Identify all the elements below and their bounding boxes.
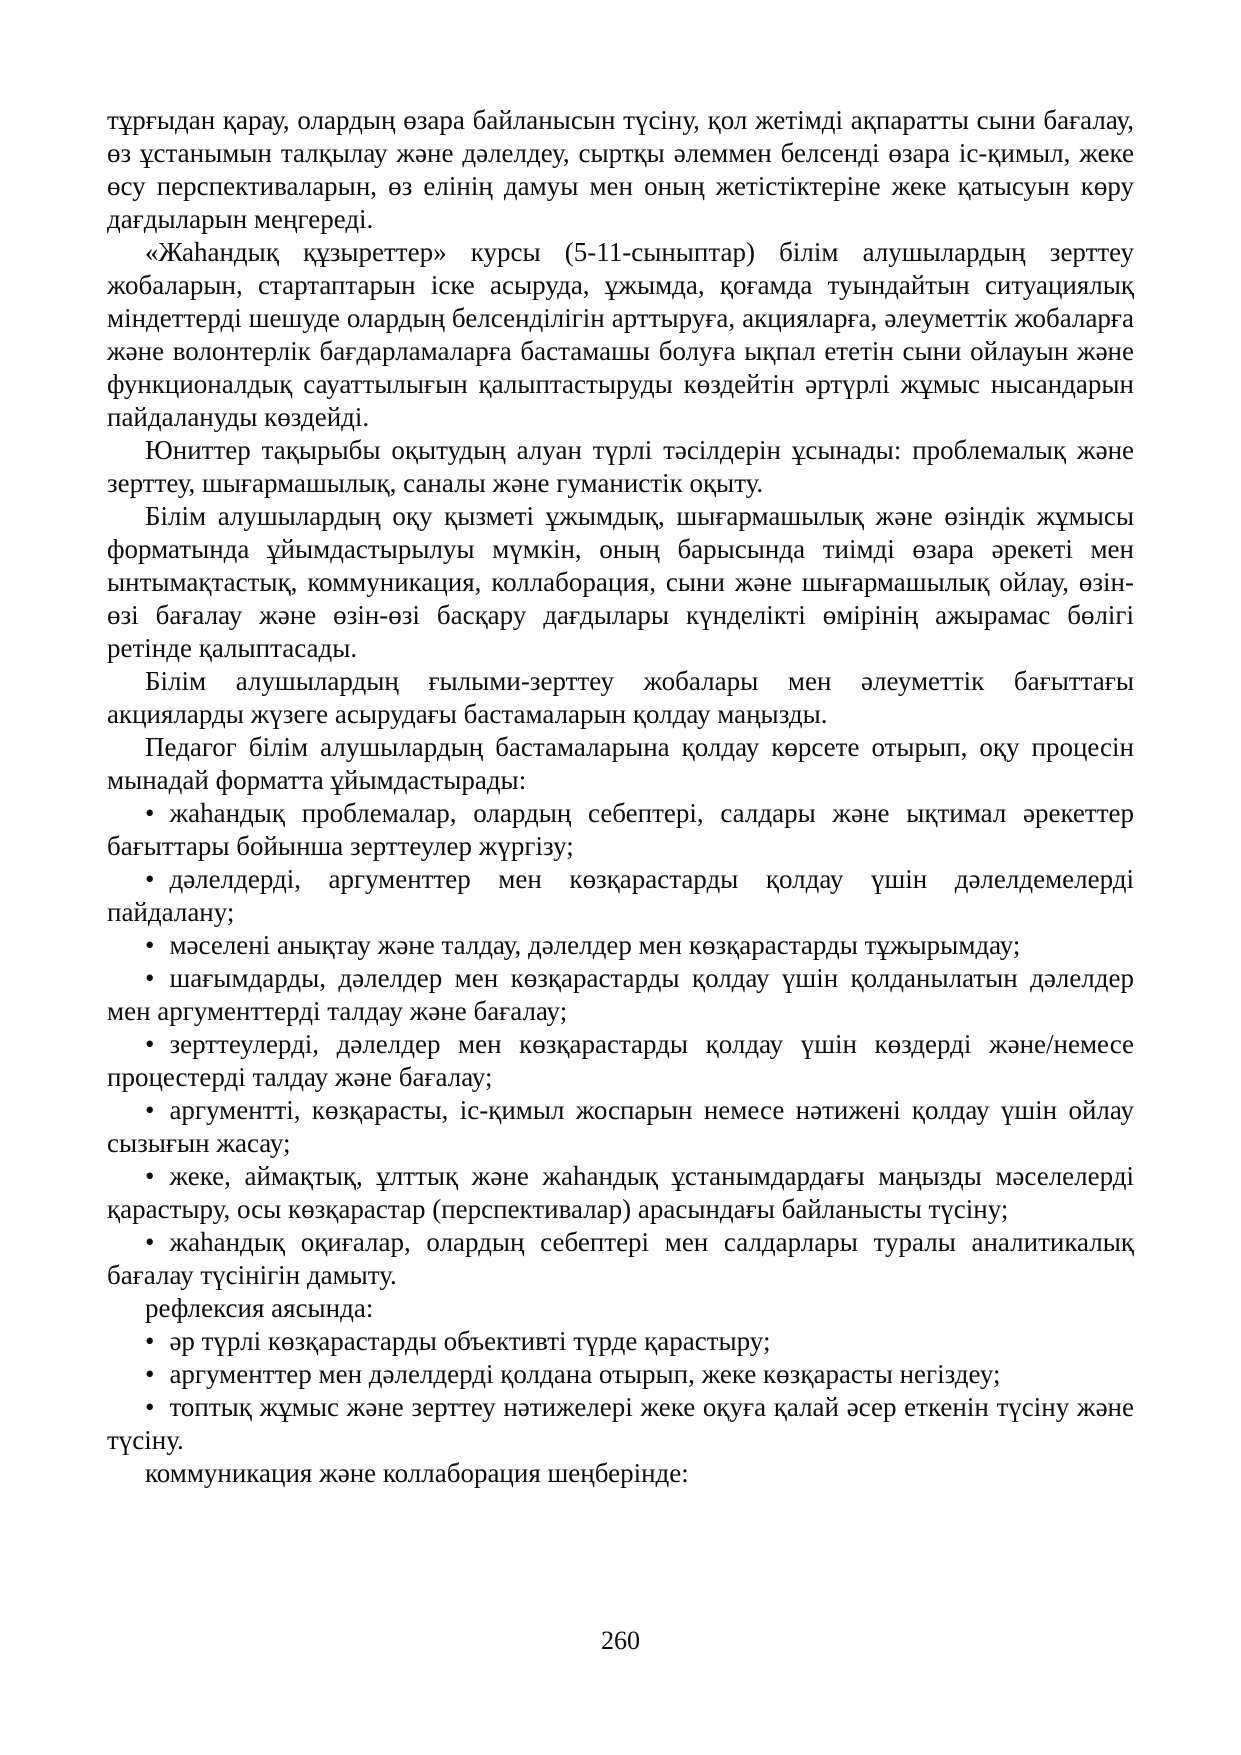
bullet-item bbox=[107, 1160, 1134, 1226]
paragraph-section-label: рефлексия аясында: bbox=[145, 1293, 374, 1323]
paragraph: «Жаһандық құзыреттер» курсы (5-11-сыныптар) білім алушылардың зерттеу жобаларын, стартаптарын іске асыруда, ұжымда, қоғамда туындайтын ситуациялық міндеттерді шешуде олардың белсенділігін арттыруға, акцияларға, әлеуметтік жобаларға және волонтерлік бағдарламаларға бастамашы болуға ықпал ететін сыни ойлауын және функционалдық сауаттылығын қалыптастыруды көздейтін әртүрлі жұмыс нысандарын пайдалануды көздейді. bbox=[107, 237, 1134, 432]
bullet-item bbox=[107, 863, 1134, 929]
paragraph: Педагог білім алушылардың бастамаларына қолдау көрсете отырып, оқу процесін мынадай форматта ұйымдастырады: bbox=[107, 732, 1134, 795]
page-number: 260 bbox=[601, 1626, 640, 1655]
bullet-icon: • bbox=[145, 1029, 155, 1059]
bullet-text: жеке, аймақтық, ұлттық және жаһандық ұстанымдардағы маңызды мәселелерді қарастыру, осы көзқарастар (перспективалар) арасындағы байланысты түсіну; bbox=[107, 1161, 1134, 1224]
paragraph-section-label: коммуникация және коллаборация шеңберінде: bbox=[145, 1458, 689, 1488]
bullet-icon: • bbox=[145, 798, 155, 828]
page-body-text bbox=[107, 104, 1134, 1490]
paragraph-continuation: тұрғыдан қарау, олардың өзара байланысын түсіну, қол жетімді ақпаратты сыни бағалау, өз ұстанымын талқылау және дәлелдеу, сыртқы әлеммен белсенді өзара іс-қимыл, жеке өсу перспективаларын, өз елінің дамуы мен оның жетістіктеріне жеке қатысуын көру дағдыларын меңгереді. bbox=[107, 105, 1134, 234]
bullet-text: әр түрлі көзқарастарды объективті түрде қарастыру; bbox=[169, 1326, 771, 1356]
bullet-text: аргументті, көзқарасты, іс-қимыл жоспарын немесе нәтижені қолдау үшін ойлау сызығын жасау; bbox=[107, 1095, 1134, 1158]
bullet-text: аргументтер мен дәлелдерді қолдана отырып, жеке көзқарасты негіздеу; bbox=[169, 1359, 1001, 1389]
bullet-icon: • bbox=[145, 1392, 155, 1422]
bullet-text: топтық жұмыс және зерттеу нәтижелері жеке оқуға қалай әсер еткенін түсіну және түсіну. bbox=[107, 1392, 1134, 1455]
bullet-text: зерттеулерді, дәлелдер мен көзқарастарды қолдау үшін көздерді және/немесе процестерді талдау және бағалау; bbox=[107, 1029, 1134, 1092]
bullet-icon: • bbox=[145, 1326, 155, 1356]
bullet-icon: • bbox=[145, 1161, 155, 1191]
bullet-icon: • bbox=[145, 1095, 155, 1125]
bullet-text: шағымдарды, дәлелдер мен көзқарастарды қолдау үшін қолданылатын дәлелдер мен аргументтерді талдау және бағалау; bbox=[107, 963, 1134, 1026]
bullet-item bbox=[107, 1325, 1134, 1358]
paragraph: Білім алушылардың ғылыми-зерттеу жобалары мен әлеуметтік бағыттағы акцияларды жүзеге асырудағы бастамаларын қолдау маңызды. bbox=[107, 666, 1134, 729]
bullet-icon: • bbox=[145, 1359, 155, 1389]
bullet-text: жаһандық проблемалар, олардың себептері, салдары және ықтимал әрекеттер бағыттары бойынша зерттеулер жүргізу; bbox=[107, 798, 1134, 861]
bullet-item bbox=[107, 1391, 1134, 1457]
bullet-icon: • bbox=[145, 930, 155, 960]
bullet-item bbox=[107, 1358, 1134, 1391]
bullet-text: дәлелдерді, аргументтер мен көзқарастарды қолдау үшін дәлелдемелерді пайдалану; bbox=[107, 864, 1134, 927]
bullet-icon: • bbox=[145, 864, 155, 894]
bullet-icon: • bbox=[145, 963, 155, 993]
paragraph: Юниттер тақырыбы оқытудың алуан түрлі тәсілдерін ұсынады: проблемалық және зерттеу, шығармашылық, саналы және гуманистік оқыту. bbox=[107, 435, 1134, 498]
bullet-text: мәселені анықтау және талдау, дәлелдер мен көзқарастарды тұжырымдау; bbox=[169, 930, 1021, 960]
bullet-item bbox=[107, 1028, 1134, 1094]
bullet-icon: • bbox=[145, 1227, 155, 1257]
bullet-item bbox=[107, 1094, 1134, 1160]
bullet-item bbox=[107, 929, 1134, 962]
bullet-item bbox=[107, 797, 1134, 863]
paragraph: Білім алушылардың оқу қызметі ұжымдық, шығармашылық және өзіндік жұмысы форматында ұйымдастырылуы мүмкін, оның барысында тиімді өзара әрекеті мен ынтымақтастық, коммуникация, коллаборация, сыни және шығармашылық ойлау, өзін-өзі бағалау және өзін-өзі басқару дағдылары күнделікті өмірінің ажырамас бөлігі ретінде қалыптасады. bbox=[107, 501, 1134, 663]
bullet-item bbox=[107, 962, 1134, 1028]
bullet-item bbox=[107, 1226, 1134, 1292]
bullet-text: жаһандық оқиғалар, олардың себептері мен салдарлары туралы аналитикалық бағалау түсінігін дамыту. bbox=[107, 1227, 1134, 1290]
